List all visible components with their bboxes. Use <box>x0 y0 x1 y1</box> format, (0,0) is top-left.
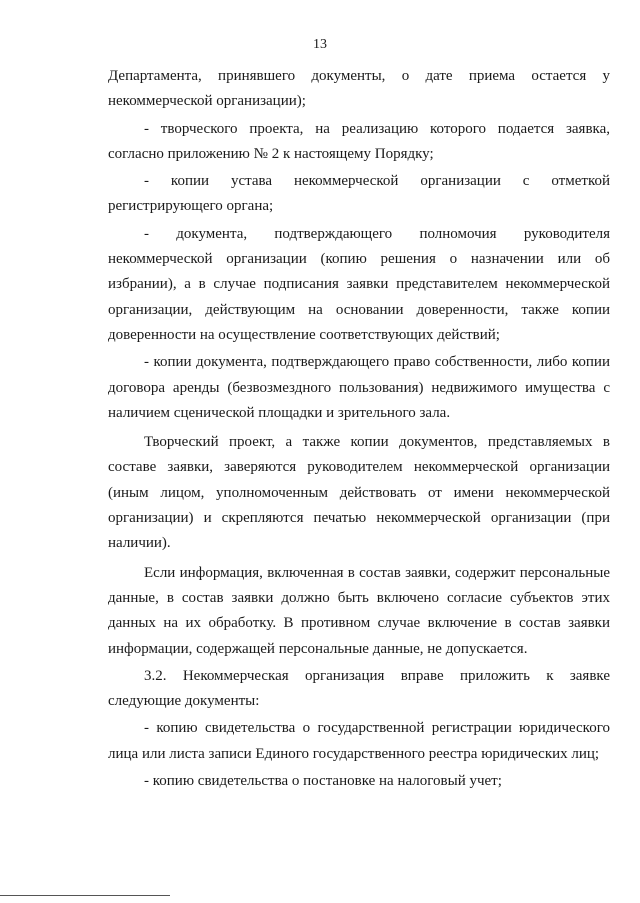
list-item-registration-certificate: - копию свидетельства о государственной регистрации юридического лица или листа записи Единого государственного реестра юридических лиц; <box>108 720 610 762</box>
list-item-charter-copy: - копии устава некоммерческой организации с отметкой регистрирующего органа; <box>108 173 610 215</box>
list-item-tax-certificate: - копию свидетельства о постановке на налоговый учет; <box>144 773 502 790</box>
paragraph-department-continuation: Департамента, принявшего документы, о дате приема остается у некоммерческой организации); <box>108 68 610 110</box>
paragraph-personal-data: Если информация, включенная в состав заявки, содержит персональные данные, в состав заявки должно быть включено согласие субъектов этих данных на их обработку. В противном случае включение в состав заявки информации, содержащей персональные данные, не допускается. <box>108 564 610 657</box>
document-body <box>108 64 610 794</box>
list-item-creative-project: - творческого проекта, на реализацию которого подается заявка, согласно приложению № 2 к настоящему Порядку; <box>108 120 610 162</box>
page-number: 13 <box>313 37 327 52</box>
list-item-property-document: - копии документа, подтверждающего право собственности, либо копии договора аренды (безвозмездного пользования) недвижимого имущества с наличием сценической площадки и зрительного зала. <box>108 354 610 421</box>
footer-divider <box>0 895 170 896</box>
list-item-authority-document: - документа, подтверждающего полномочия руководителя некоммерческой организации (копию решения о назначении или об избрании), а в случае подписания заявки представителем некоммерческой организации, действующим на основании доверенности, также копии доверенности на осуществление соответствующих действий; <box>108 225 610 343</box>
paragraph-section-3-2: 3.2. Некоммерческая организация вправе приложить к заявке следующие документы: <box>108 667 610 710</box>
paragraph-certification: Творческий проект, а также копии документов, представляемых в составе заявки, заверяются руководителем некоммерческой организации (иным лицом, уполномоченным действовать от имени некоммерческой организации) и скрепляются печатью некоммерческой организации (при наличии). <box>108 434 610 552</box>
